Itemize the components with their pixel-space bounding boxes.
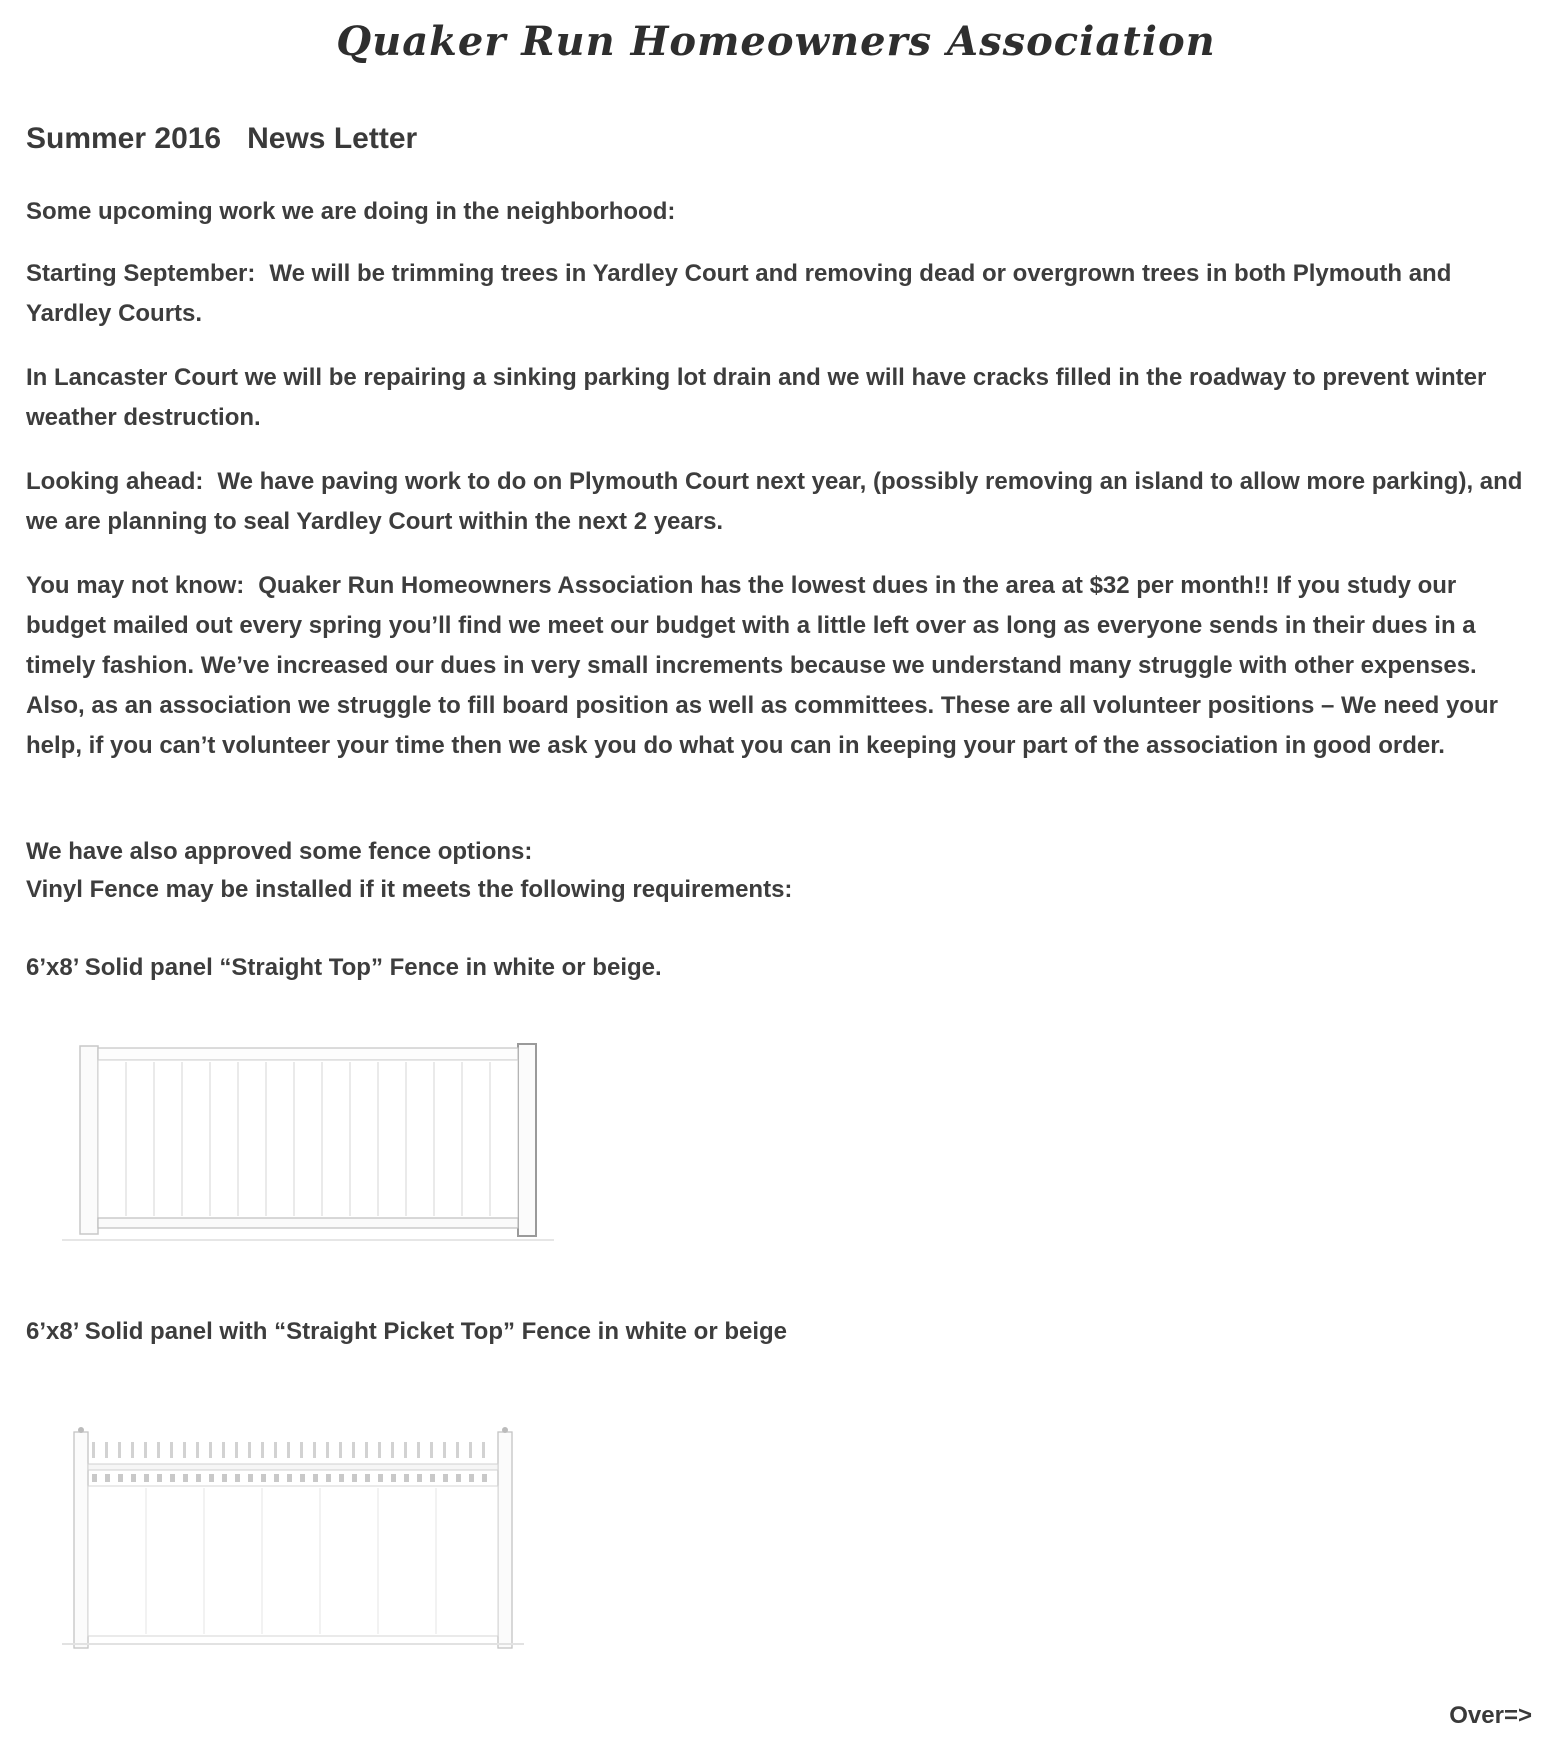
fence-caption-straight-top: 6’x8’ Solid panel “Straight Top” Fence in white or beige. [26,954,662,981]
dues-paragraph [26,566,1536,766]
looking-ahead-lead: Looking ahead: [26,468,204,495]
fence-caption-picket-top: 6’x8’ Solid panel with “Straight Picket Top” Fence in white or beige [26,1318,788,1345]
picket-top-fence-image [58,1420,528,1660]
looking-ahead-paragraph [26,462,1536,542]
dues-body: Quaker Run Homeowners Association has the lowest dues in the area at $32 per month!! If you study our budget mailed out every spring you’ll find we meet our budget with a little left over as long as everyone sends in their dues in a timely fashion. We’ve increased our dues in very small increments because we understand many struggle with other expenses. Also, as an association we struggle to fill board position as well as committees. These are all volunteer positions – We need your help, if you can’t volunteer your time then we ask you do what you can in keeping your part of the association in good order. [26,572,1498,759]
looking-ahead-body: We have paving work to do on Plymouth Court next year, (possibly removing an island to allow more parking), and we are planning to seal Yardley Court within the next 2 years. [26,468,1523,535]
issue-subtitle: News Letter [247,122,418,155]
september-lead: Starting September: [26,260,256,287]
dues-lead: You may not know: [26,572,245,599]
newsletter-headline [26,122,417,156]
intro-paragraph: Some upcoming work we are doing in the neighborhood: [26,198,676,225]
lancaster-paragraph: In Lancaster Court we will be repairing a sinking parking lot drain and we will have cracks filled in the roadway to prevent winter weather destruction. [26,364,1487,431]
straight-top-fence-image [58,1036,558,1256]
organization-title: Quaker Run Homeowners Association [336,18,1216,65]
fence-intro-line-1: We have also approved some fence options: [26,838,533,865]
fence-intro-line-2: Vinyl Fence may be installed if it meets the following requirements: [26,876,793,903]
issue-title: Summer 2016 [26,122,222,155]
september-body: We will be trimming trees in Yardley Court and removing dead or overgrown trees in both Plymouth and Yardley Courts. [26,260,1452,327]
over-indicator: Over=> [1449,1702,1532,1729]
september-paragraph [26,254,1536,334]
